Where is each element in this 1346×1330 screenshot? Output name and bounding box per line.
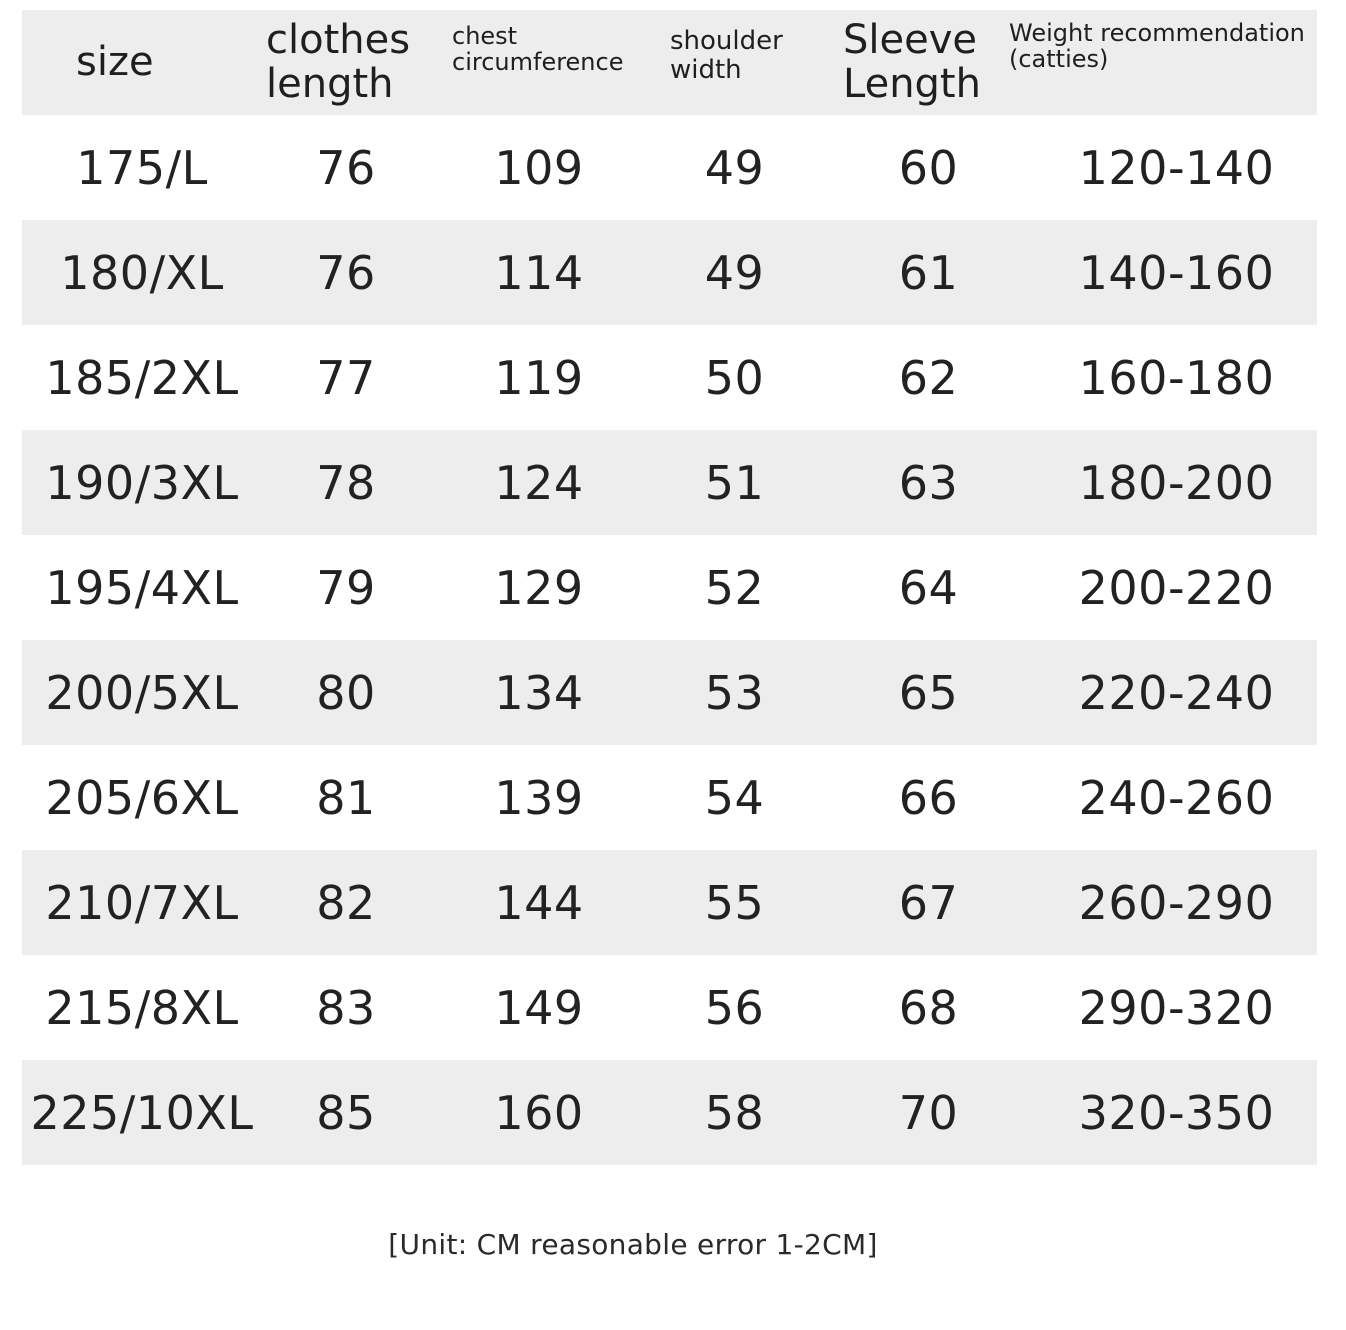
cell-shoulder: 54 (704, 770, 765, 825)
cell-size: 205/6XL (45, 770, 239, 825)
cell-clothes-length: 80 (316, 665, 376, 720)
header-weight-line-1: Weight recommendation (1009, 18, 1305, 47)
cell-chest: 160 (494, 1085, 584, 1140)
header-sleeve-line-1: Sleeve (843, 17, 978, 64)
cell-chest: 109 (494, 140, 584, 195)
header-weight-line-2: (catties) (1009, 44, 1109, 73)
cell-sleeve: 65 (898, 665, 959, 720)
cell-chest: 114 (494, 245, 584, 300)
header-size-line-1: size (76, 38, 154, 85)
header-size (22, 38, 262, 85)
table-row (22, 535, 1317, 640)
cell-sleeve: 64 (898, 560, 959, 615)
header-chest-circumference (452, 20, 670, 76)
table-header-row (22, 10, 1317, 115)
cell-chest: 149 (494, 980, 584, 1035)
cell-size: 210/7XL (45, 875, 239, 930)
cell-weight: 290-320 (1078, 980, 1275, 1035)
table-row (22, 115, 1317, 220)
cell-shoulder: 55 (704, 875, 765, 930)
cell-size: 175/L (76, 140, 208, 195)
cell-weight: 200-220 (1078, 560, 1275, 615)
cell-shoulder: 52 (704, 560, 765, 615)
cell-sleeve: 66 (898, 770, 959, 825)
cell-clothes-length: 85 (316, 1085, 376, 1140)
unit-footnote: [Unit: CM reasonable error 1-2CM] (388, 1228, 878, 1261)
cell-shoulder: 49 (704, 140, 765, 195)
size-chart-table (22, 10, 1317, 1165)
cell-chest: 134 (494, 665, 584, 720)
cell-clothes-length: 77 (316, 350, 376, 405)
cell-sleeve: 61 (898, 245, 959, 300)
cell-weight: 220-240 (1078, 665, 1275, 720)
cell-size: 225/10XL (30, 1085, 254, 1140)
header-sleeve-length (843, 19, 1009, 105)
cell-size: 215/8XL (45, 980, 239, 1035)
table-row (22, 325, 1317, 430)
cell-sleeve: 62 (898, 350, 959, 405)
table-row (22, 640, 1317, 745)
cell-weight: 160-180 (1078, 350, 1275, 405)
header-shoulder-line-2: width (670, 54, 742, 85)
cell-size: 180/XL (60, 245, 224, 300)
cell-shoulder: 58 (704, 1085, 765, 1140)
cell-weight: 120-140 (1078, 140, 1275, 195)
cell-chest: 139 (494, 770, 584, 825)
header-chest-line-1: chest (452, 21, 518, 50)
cell-clothes-length: 81 (316, 770, 376, 825)
header-clothes-length-line-2: length (266, 60, 394, 107)
cell-weight: 180-200 (1078, 455, 1275, 510)
cell-clothes-length: 83 (316, 980, 376, 1035)
header-clothes-length-line-1: clothes (266, 17, 411, 64)
cell-chest: 129 (494, 560, 584, 615)
cell-shoulder: 51 (704, 455, 765, 510)
header-shoulder-line-1: shoulder (670, 26, 783, 57)
cell-chest: 144 (494, 875, 584, 930)
cell-clothes-length: 76 (316, 140, 376, 195)
header-clothes-length (262, 19, 452, 105)
cell-size: 185/2XL (45, 350, 239, 405)
cell-size: 195/4XL (45, 560, 239, 615)
table-row (22, 955, 1317, 1060)
cell-shoulder: 49 (704, 245, 765, 300)
cell-shoulder: 50 (704, 350, 765, 405)
header-chest-line-2: circumference (452, 47, 624, 76)
table-row (22, 1060, 1317, 1165)
cell-weight: 260-290 (1078, 875, 1275, 930)
cell-sleeve: 67 (898, 875, 959, 930)
cell-sleeve: 60 (898, 140, 959, 195)
header-sleeve-line-2: Length (843, 60, 981, 107)
cell-clothes-length: 78 (316, 455, 376, 510)
header-shoulder-width (670, 27, 843, 83)
cell-sleeve: 70 (898, 1085, 959, 1140)
table-row (22, 220, 1317, 325)
cell-clothes-length: 79 (316, 560, 376, 615)
cell-sleeve: 68 (898, 980, 959, 1035)
header-weight-recommendation (1009, 18, 1317, 73)
cell-size: 190/3XL (45, 455, 239, 510)
cell-sleeve: 63 (898, 455, 959, 510)
cell-clothes-length: 82 (316, 875, 376, 930)
cell-weight: 320-350 (1078, 1085, 1275, 1140)
cell-weight: 240-260 (1078, 770, 1275, 825)
cell-size: 200/5XL (45, 665, 239, 720)
cell-chest: 124 (494, 455, 584, 510)
cell-weight: 140-160 (1078, 245, 1275, 300)
table-row (22, 850, 1317, 955)
table-row (22, 430, 1317, 535)
cell-shoulder: 56 (704, 980, 765, 1035)
table-row (22, 745, 1317, 850)
cell-shoulder: 53 (704, 665, 765, 720)
cell-chest: 119 (494, 350, 584, 405)
cell-clothes-length: 76 (316, 245, 376, 300)
